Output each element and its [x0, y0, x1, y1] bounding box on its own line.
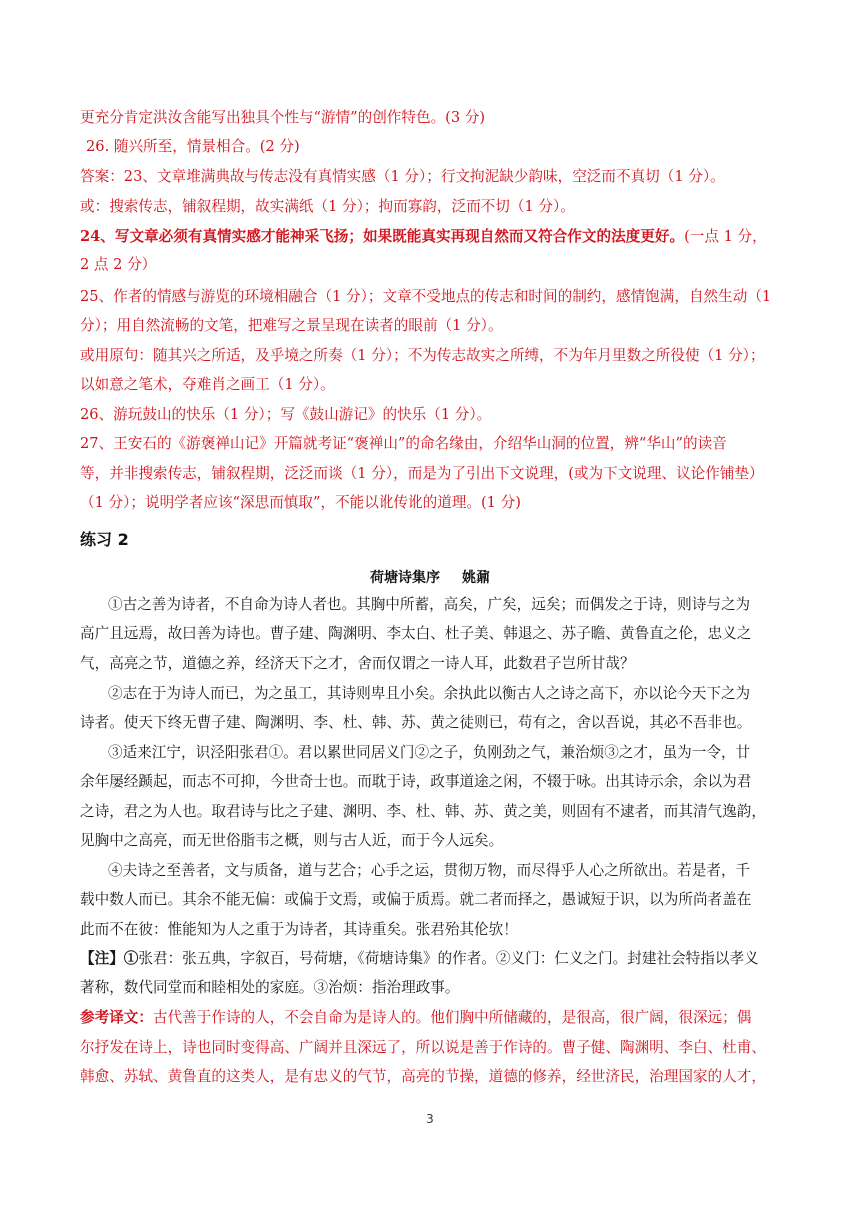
text-line: ②志在于为诗人而已，为之虽工，其诗则卑且小矣。余执此以衡古人之诗之高下，亦以论今天下之为 [108, 685, 751, 702]
text-line: ③适来江宁，识泾阳张君①。君以累世同居义门②之子，负刚劲之气，兼治烦③之才，虽为一令，廿 [108, 744, 751, 761]
section-heading: 练习 2 [80, 530, 129, 549]
text-line: 或用原句：随其兴之所适，及乎境之所奏（1 分）；不为传志故实之所缚，不为年月里数之所役使（1 分）； [80, 347, 765, 364]
text-line: 余年屡经踬起，而志不可抑，今世奇士也。而耽于诗，政事道途之闲，不辍于咏。出其诗示余，余以为君 [80, 773, 752, 790]
text-line [80, 228, 790, 246]
text-line: 诗者。使天下终无曹子建、陶渊明、李、杜、韩、苏、黄之徒则已，苟有之，舍以吾说，其必不吾非也。 [80, 714, 752, 731]
text-line: （1 分）；说明学者应该“深思而慎取”，不能以讹传讹的道理。(1 分) [80, 494, 521, 511]
text-line-rest: (一点 1 分， [684, 228, 767, 245]
text-line: 更充分肯定洪汝含能写出独具个性与“游情”的创作特色。(3 分) [80, 109, 486, 126]
text-line: 尔抒发在诗上，诗也同时变得高、广阔并且深远了，所以说是善于作诗的。曹子健、陶渊明、李白、杜甫、 [80, 1039, 766, 1056]
text-line: 之诗，君之为人也。取君诗与比之子建、渊明、李、杜、韩、苏、黄之美，则固有不逮者，而其清气逸韵， [80, 803, 766, 820]
text-line-rest: 古代善于作诗的人，不会自命为是诗人的。他们胸中所储藏的，是很高，很广阔，很深远；偶 [152, 1009, 752, 1026]
text-line-rest: 张君：张五典，字叙百，号荷塘，《荷塘诗集》的作者。②义门：仁义之门。封建社会特指以孝义 [138, 950, 759, 967]
text-line: ④夫诗之至善者，文与质备，道与艺合；心手之运，贯彻万物，而尽得乎人心之所欲出。若是者，千 [108, 862, 751, 879]
text-line: 26、游玩鼓山的快乐（1 分）；写《鼓山游记》的快乐（1 分）。 [80, 406, 492, 423]
text-line: 分）；用自然流畅的文笔，把难写之景呈现在读者的眼前（1 分）。 [80, 317, 503, 334]
text-line: 25、作者的情感与游览的环境相融合（1 分）；文章不受地点的传志和时间的制约，感情饱满，自然生动（1 [80, 288, 772, 305]
page-number: 3 [426, 1112, 434, 1126]
essay-author: 姚鼐 [462, 570, 490, 586]
text-line: 等，并非搜索传志，铺叙程期，泛泛而谈（1 分），而是为了引出下文说理，(或为下文说理、议论作铺垫） [80, 465, 764, 482]
text-line-bold-part: 参考译文： [80, 1009, 153, 1026]
text-line: 韩愈、苏轼、黄鲁直的这类人，是有忠义的气节，高亮的节操，道德的修养，经世济民，治理国家的人才， [80, 1068, 766, 1085]
text-line-bold-part: 24、写文章必须有真情实感才能神采飞扬；如果既能真实再现自然而又符合作文的法度更好。 [80, 228, 685, 245]
text-line: 高广且远焉，故曰善为诗也。曹子建、陶渊明、李太白、杜子美、韩退之、苏子瞻、黄鲁直之伦，忠义之 [80, 625, 752, 642]
text-line: 著称，数代同堂而和睦相处的家庭。③治烦：指治理政事。 [80, 979, 460, 996]
essay-title: 荷塘诗集序 [370, 570, 440, 586]
text-line: 答案：23、文章堆满典故与传志没有真情实感（1 分）；行文拘泥缺少韵味，空泛而不真切（1 分）。 [80, 168, 725, 185]
essay-title-line [0, 567, 860, 587]
text-line: 以如意之笔术，夺难肖之画工（1 分）。 [80, 376, 335, 393]
text-line-bold-part: 【注】① [80, 950, 139, 967]
text-line: 26. 随兴所至，情景相合。(2 分) [86, 138, 300, 155]
text-line: 27、王安石的《游褒禅山记》开篇就考证“褒禅山”的命名缘由，介绍华山洞的位置，辨“华山”的读音 [80, 435, 727, 452]
text-line: 或：搜索传志，铺叙程期，故实满纸（1 分）；拘而寡韵，泛而不切（1 分）。 [80, 198, 575, 215]
text-line [80, 1009, 790, 1027]
text-line: ①古之善为诗者，不自命为诗人者也。其胸中所蓄，高矣，广矣，远矣；而偶发之于诗，则诗与之为 [108, 596, 751, 613]
text-line: 此而不在彼：惟能知为人之重于为诗者，其诗重矣。张君殆其伦欤！ [80, 921, 518, 938]
text-line: 载中数人而已。其余不能无偏：或偏于文焉，或偏于质焉。就二者而择之，愚诚短于识，以为所尚者盖在 [80, 891, 752, 908]
text-line: 见胸中之高亮，而无世俗脂韦之概，则与古人近，而于今人远矣。 [80, 832, 504, 849]
text-line [80, 950, 790, 968]
text-line: 2 点 2 分） [80, 256, 157, 273]
text-line: 气，高亮之节，道德之养，经济天下之才，舍而仅谓之一诗人耳，此数君子岂所甘哉？ [80, 655, 635, 672]
